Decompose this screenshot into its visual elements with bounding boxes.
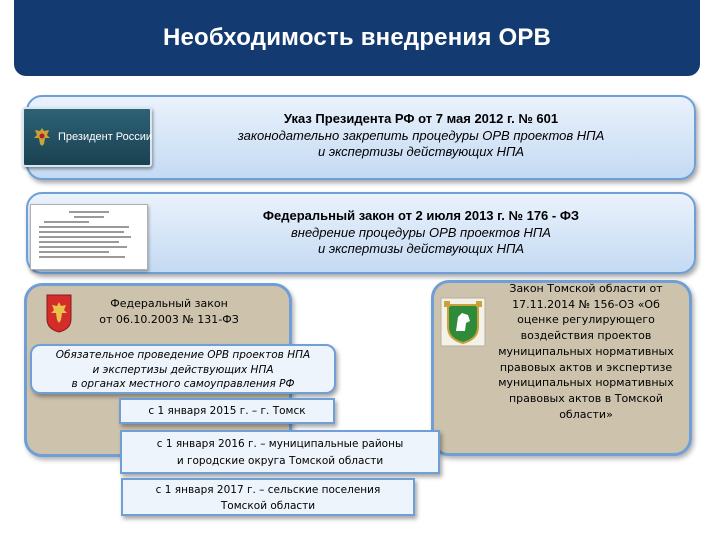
mandatory-orv-callout (30, 344, 336, 394)
tomsk-law-line: правовых актов и экспертизе (499, 360, 673, 374)
timeline-districts-line-2: и городские округа Томской области (176, 455, 384, 467)
title-bar (14, 0, 700, 76)
timeline-tomsk-text: с 1 января 2015 г. – г. Томск (148, 405, 306, 417)
document-thumbnail (30, 204, 148, 270)
federal-law-2013-heading: Федеральный закон от 2 июля 2013 г. № 176 - ФЗ (262, 208, 580, 223)
timeline-villages (121, 478, 415, 516)
president-logo (22, 107, 152, 167)
tomsk-law-line: оценке регулирующего (517, 313, 655, 327)
tomsk-law-line: воздействия проектов (520, 329, 652, 343)
federal-law-2003-line-2: от 06.10.2003 № 131-ФЗ (99, 313, 239, 326)
slide-title: Необходимость внедрения ОРВ (162, 24, 552, 51)
tomsk-law-line: Закон Томской области от (509, 282, 663, 295)
mandatory-line-3: в органах местного самоуправления РФ (71, 378, 295, 390)
tomsk-law-text (484, 281, 688, 422)
tomsk-law-line: области» (559, 407, 613, 421)
timeline-districts (120, 430, 440, 474)
decree-line-1: законодательно закрепить процедуры ОРВ проектов НПА (237, 128, 605, 143)
tomsk-emblem-icon (440, 297, 486, 347)
federal-law-2013-line-2: и экспертизы действующих НПА (317, 241, 525, 256)
decree-heading: Указ Президента РФ от 7 мая 2012 г. № 601 (283, 111, 559, 126)
tomsk-law-line: правовых актов в Томской (508, 391, 664, 405)
mandatory-line-2: и экспертизы действующих НПА (92, 363, 274, 376)
coat-of-arms-icon (45, 293, 73, 333)
timeline-districts-line-1: с 1 января 2016 г. – муниципальные районы (156, 438, 404, 450)
decree-line-2: и экспертизы действующих НПА (317, 144, 525, 159)
president-badge-text: Президент России (58, 131, 153, 143)
tomsk-law-line: 17.11.2014 № 156-ОЗ «Об (512, 297, 660, 311)
federal-law-2013-line-1: внедрение процедуры ОРВ проектов НПА (291, 225, 551, 240)
federal-law-2003-line-1: Федеральный закон (110, 297, 228, 310)
tomsk-law-line: муниципальных нормативных (498, 344, 674, 358)
eagle-icon (32, 126, 52, 148)
mandatory-line-1: Обязательное проведение ОРВ проектов НПА (55, 349, 311, 361)
timeline-tomsk (119, 398, 335, 424)
tomsk-law-line: муниципальных нормативных (498, 376, 674, 390)
timeline-villages-line-2: Томской области (220, 500, 316, 512)
timeline-villages-line-1: с 1 января 2017 г. – сельские поселения (155, 484, 381, 496)
